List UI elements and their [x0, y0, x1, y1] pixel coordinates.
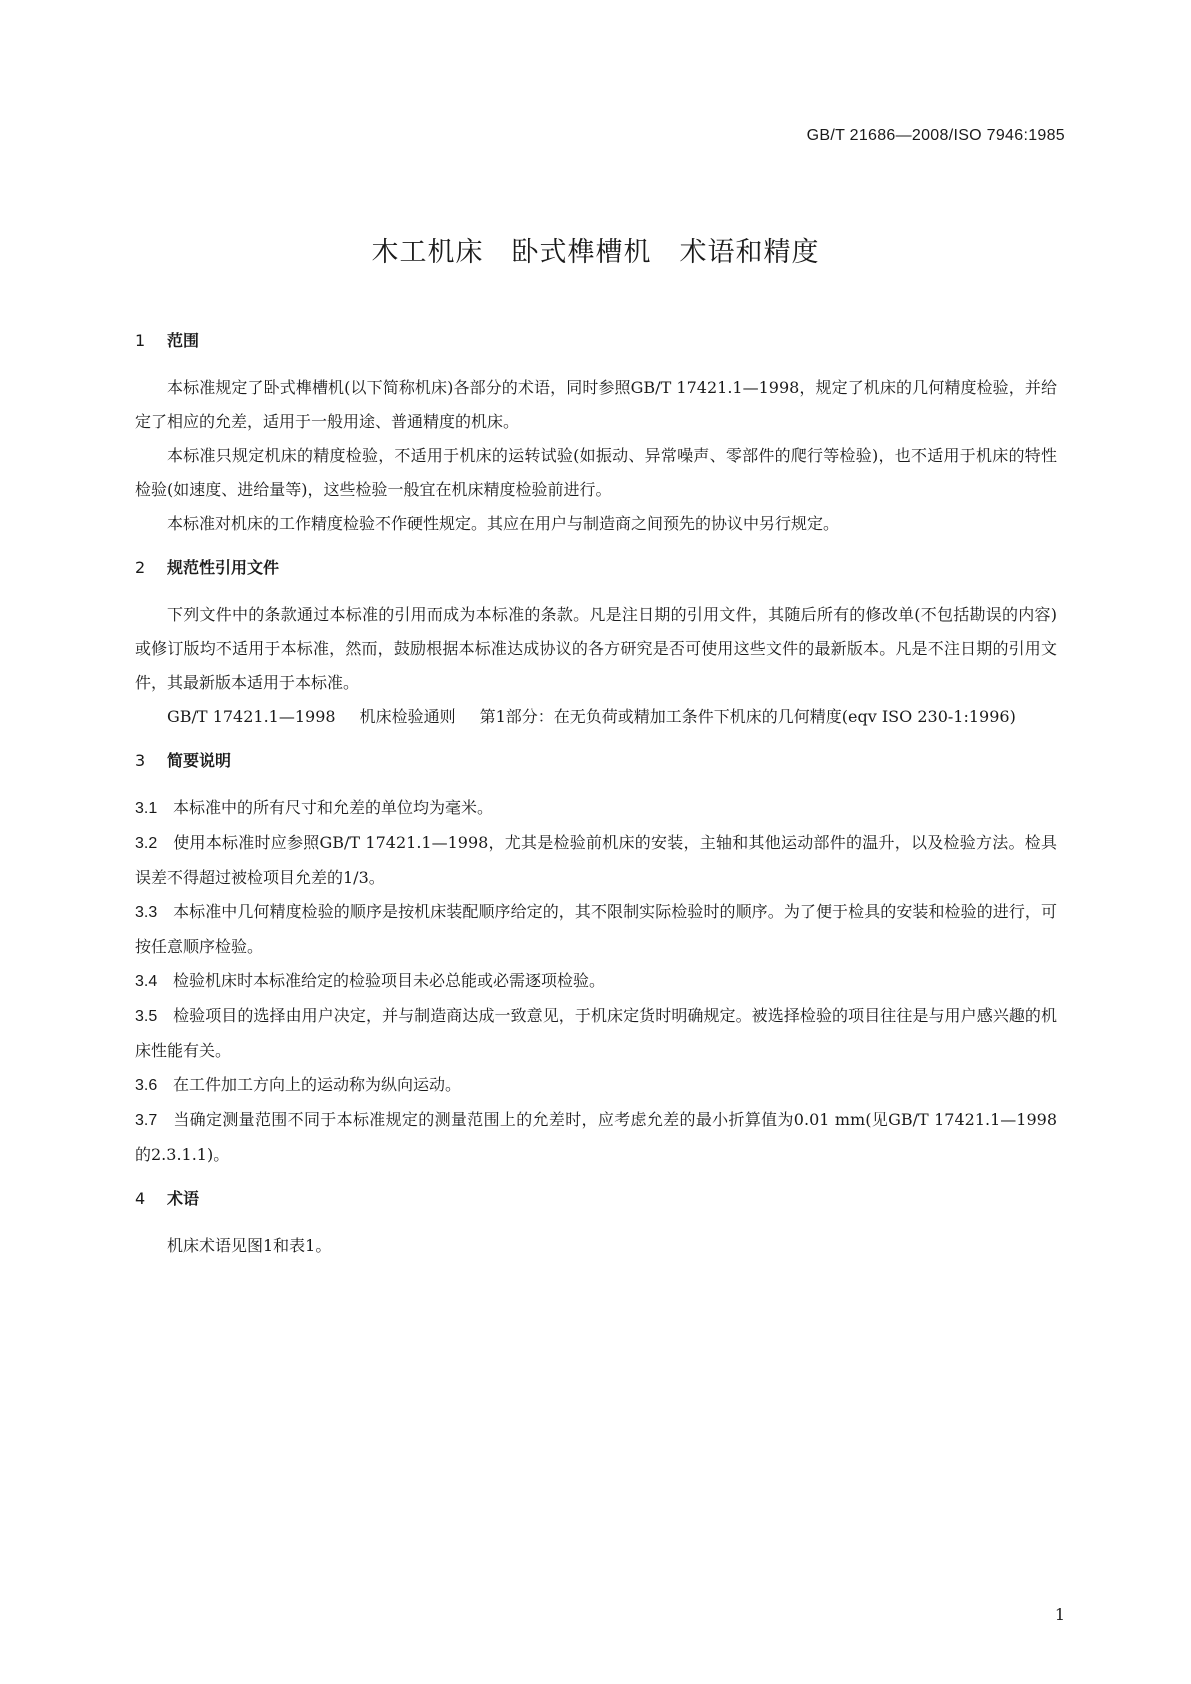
section-title: 简要说明	[167, 751, 232, 770]
clause-number: 3.5	[135, 1008, 158, 1025]
section-2-paragraph-1: 下列文件中的条款通过本标准的引用而成为本标准的条款。凡是注日期的引用文件，其随后所有的修改单(不包括勘误的内容)或修订版均不适用于本标准，然而，鼓励根据本标准达成协议的各方研究是否可使用这些文件的最新版本。凡是不注日期的引用文件，其最新版本适用于本标准。	[135, 605, 1057, 692]
section-number: 4	[135, 1189, 146, 1208]
clause-number: 3.7	[135, 1112, 158, 1129]
reference-description: 第1部分：在无负荷或精加工条件下机床的几何精度(eqv ISO 230-1:1996)	[479, 707, 1016, 726]
section-2-heading	[135, 557, 1057, 579]
section-4-paragraph-1: 机床术语见图1和表1。	[167, 1236, 332, 1255]
standard-number: GB/T 21686—2008/ISO 7946:1985	[806, 127, 1065, 144]
section-title: 规范性引用文件	[167, 558, 280, 577]
section-number: 2	[135, 558, 146, 577]
reference-name: 机床检验通则	[359, 707, 456, 726]
clause-text: 检验项目的选择由用户决定，并与制造商达成一致意见，于机床定货时明确规定。被选择检验的项目往往是与用户感兴趣的机床性能有关。	[135, 1006, 1057, 1060]
clause-text: 本标准中的所有尺寸和允差的单位均为毫米。	[173, 798, 494, 817]
document-body	[135, 330, 1057, 1263]
clause-number: 3.3	[135, 904, 158, 921]
clause-number: 3.2	[135, 835, 158, 852]
section-number: 3	[135, 751, 146, 770]
reference-code: GB/T 17421.1—1998	[167, 707, 336, 726]
section-title: 范围	[167, 331, 200, 350]
normative-reference	[135, 700, 1057, 734]
clause-number: 3.1	[135, 800, 158, 817]
section-1-paragraph-3: 本标准对机床的工作精度检验不作硬性规定。其应在用户与制造商之间预先的协议中另行规定。	[167, 514, 840, 533]
section-title: 术语	[167, 1189, 200, 1208]
clause-3-2	[135, 826, 1057, 895]
clause-text: 在工件加工方向上的运动称为纵向运动。	[173, 1075, 462, 1094]
section-4-heading	[135, 1188, 1057, 1210]
clause-3-4	[135, 964, 1057, 999]
clause-text: 当确定测量范围不同于本标准规定的测量范围上的允差时，应考虑允差的最小折算值为0.01 mm(见GB/T 17421.1—1998的2.3.1.1)。	[135, 1110, 1057, 1164]
section-1-paragraph-1: 本标准规定了卧式榫槽机(以下简称机床)各部分的术语，同时参照GB/T 17421.1—1998，规定了机床的几何精度检验，并给定了相应的允差，适用于一般用途、普通精度的机床。	[135, 378, 1057, 431]
clause-number: 3.6	[135, 1077, 158, 1094]
clause-text: 使用本标准时应参照GB/T 17421.1—1998，尤其是检验前机床的安装，主轴和其他运动部件的温升，以及检验方法。检具误差不得超过被检项目允差的1/3。	[135, 833, 1057, 887]
section-1-heading	[135, 330, 1057, 352]
clause-3-5	[135, 999, 1057, 1068]
document-title: 木工机床 卧式榫槽机 术语和精度	[371, 237, 820, 268]
section-3-heading	[135, 750, 1057, 772]
section-number: 1	[135, 331, 146, 350]
clause-3-6	[135, 1068, 1057, 1103]
page-number: 1	[1054, 1605, 1065, 1624]
clause-text: 本标准中几何精度检验的顺序是按机床装配顺序给定的，其不限制实际检验时的顺序。为了便于检具的安装和检验的进行，可按任意顺序检验。	[135, 902, 1057, 956]
clause-3-1	[135, 791, 1057, 826]
clause-text: 检验机床时本标准给定的检验项目未必总能或必需逐项检验。	[173, 971, 606, 990]
clause-3-3	[135, 895, 1057, 964]
clause-3-7	[135, 1103, 1057, 1172]
section-1-paragraph-2: 本标准只规定机床的精度检验，不适用于机床的运转试验(如振动、异常噪声、零部件的爬行等检验)，也不适用于机床的特性检验(如速度、进给量等)，这些检验一般宜在机床精度检验前进行。	[135, 446, 1057, 499]
clause-number: 3.4	[135, 973, 158, 990]
